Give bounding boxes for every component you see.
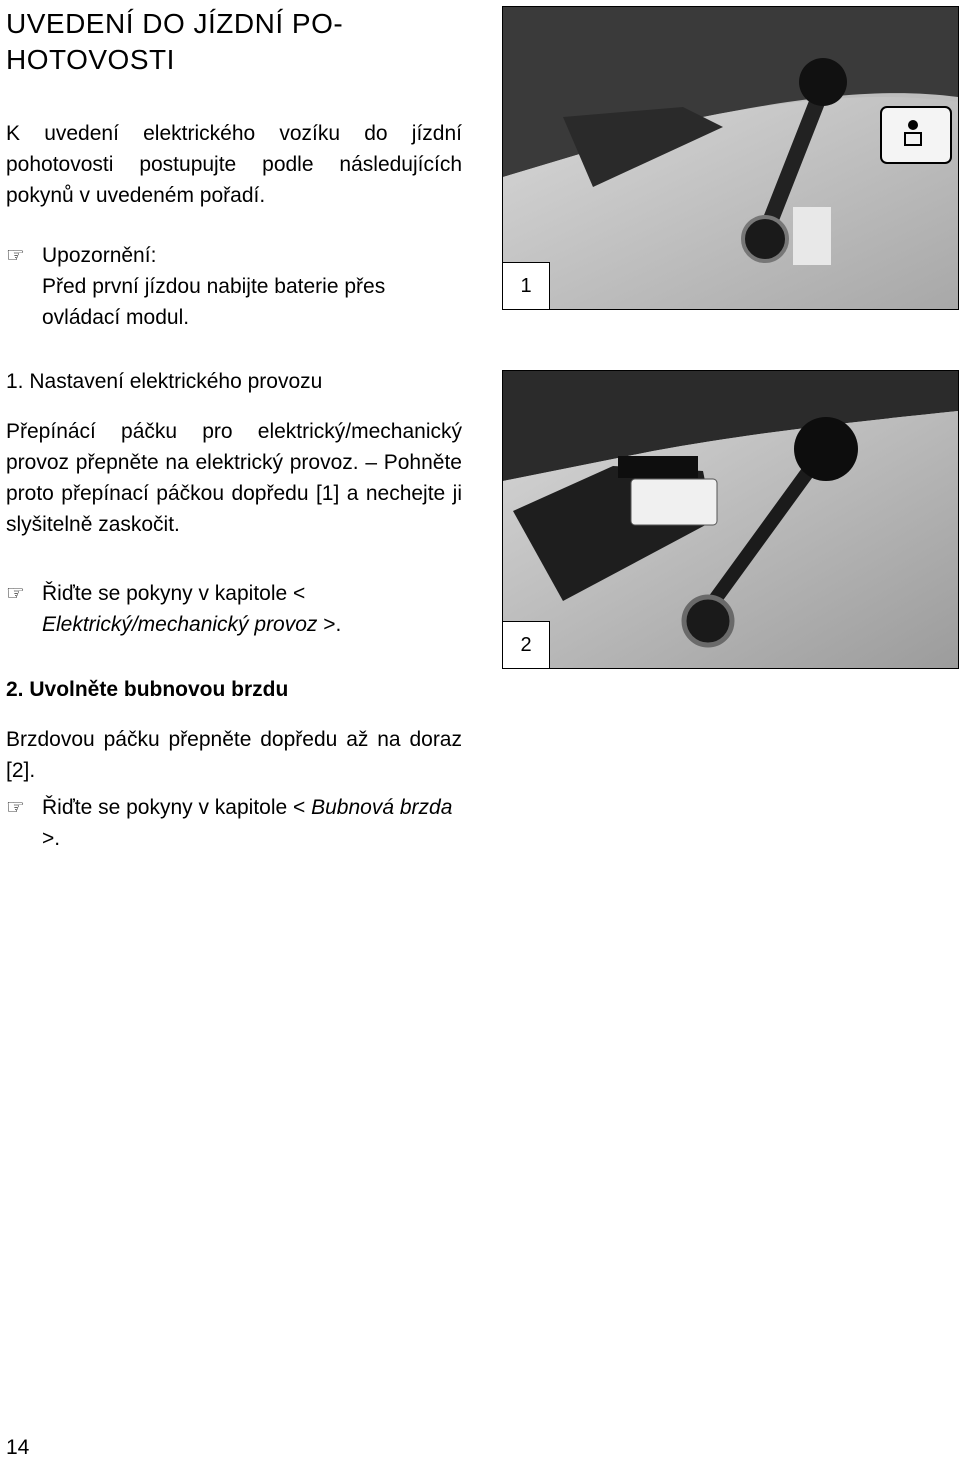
notice-text: Před první jízdou nabijte baterie přes ovládací modul. [42,275,386,329]
page-number: 14 [6,1436,30,1459]
step1-text: Přepínácí páčku pro elektrický/mechanický provoz přepněte na elektrický provoz. – Pohněte proto přepínací páčkou dopředu [1] a nechejte ji slyšitelně zaskočit. [6,420,462,536]
figure-2-label: 2 [503,621,550,668]
step2-note-suffix: >. [42,827,61,850]
step2-note-prefix: Řiďte se pokyny v kapitole < [42,796,312,819]
figure-1-label: 1 [503,262,550,309]
figure-2-illustration [503,371,958,668]
figure-1-photo [502,6,959,310]
notice-block [6,240,462,333]
pointing-hand-icon: ☞ [6,582,25,605]
step2-text: Brzdovou páčku přepněte dopředu až na doraz [2]. [6,728,462,782]
step2-heading: 2. Uvolněte bubnovou brzdu [6,678,289,701]
step1-note [6,578,462,640]
intro-paragraph: K uvedení elektrického vozíku do jízdní pohotovosti postupujte podle následujících pokynů v uvedeném pořadí. [6,122,462,207]
step1-note-ref: Elektrický/mechanický provoz [42,613,318,636]
step1-note-suffix: >. [317,613,342,636]
step2-note-ref: Bubnová brzda [311,796,453,819]
figure-2-photo [502,370,959,669]
page-title: UVEDENÍ DO JÍZDNÍ PO- HOTOVOSTI [6,8,344,75]
pointing-hand-icon: ☞ [6,244,25,267]
notice-heading: Upozornění: [42,244,157,267]
step1-heading: 1. Nastavení elektrického provozu [6,370,323,393]
figure-1-illustration [503,7,958,309]
step2-note [6,792,462,854]
pointing-hand-icon: ☞ [6,796,25,819]
step1-note-prefix: Řiďte se pokyny v kapitole < [42,582,306,605]
